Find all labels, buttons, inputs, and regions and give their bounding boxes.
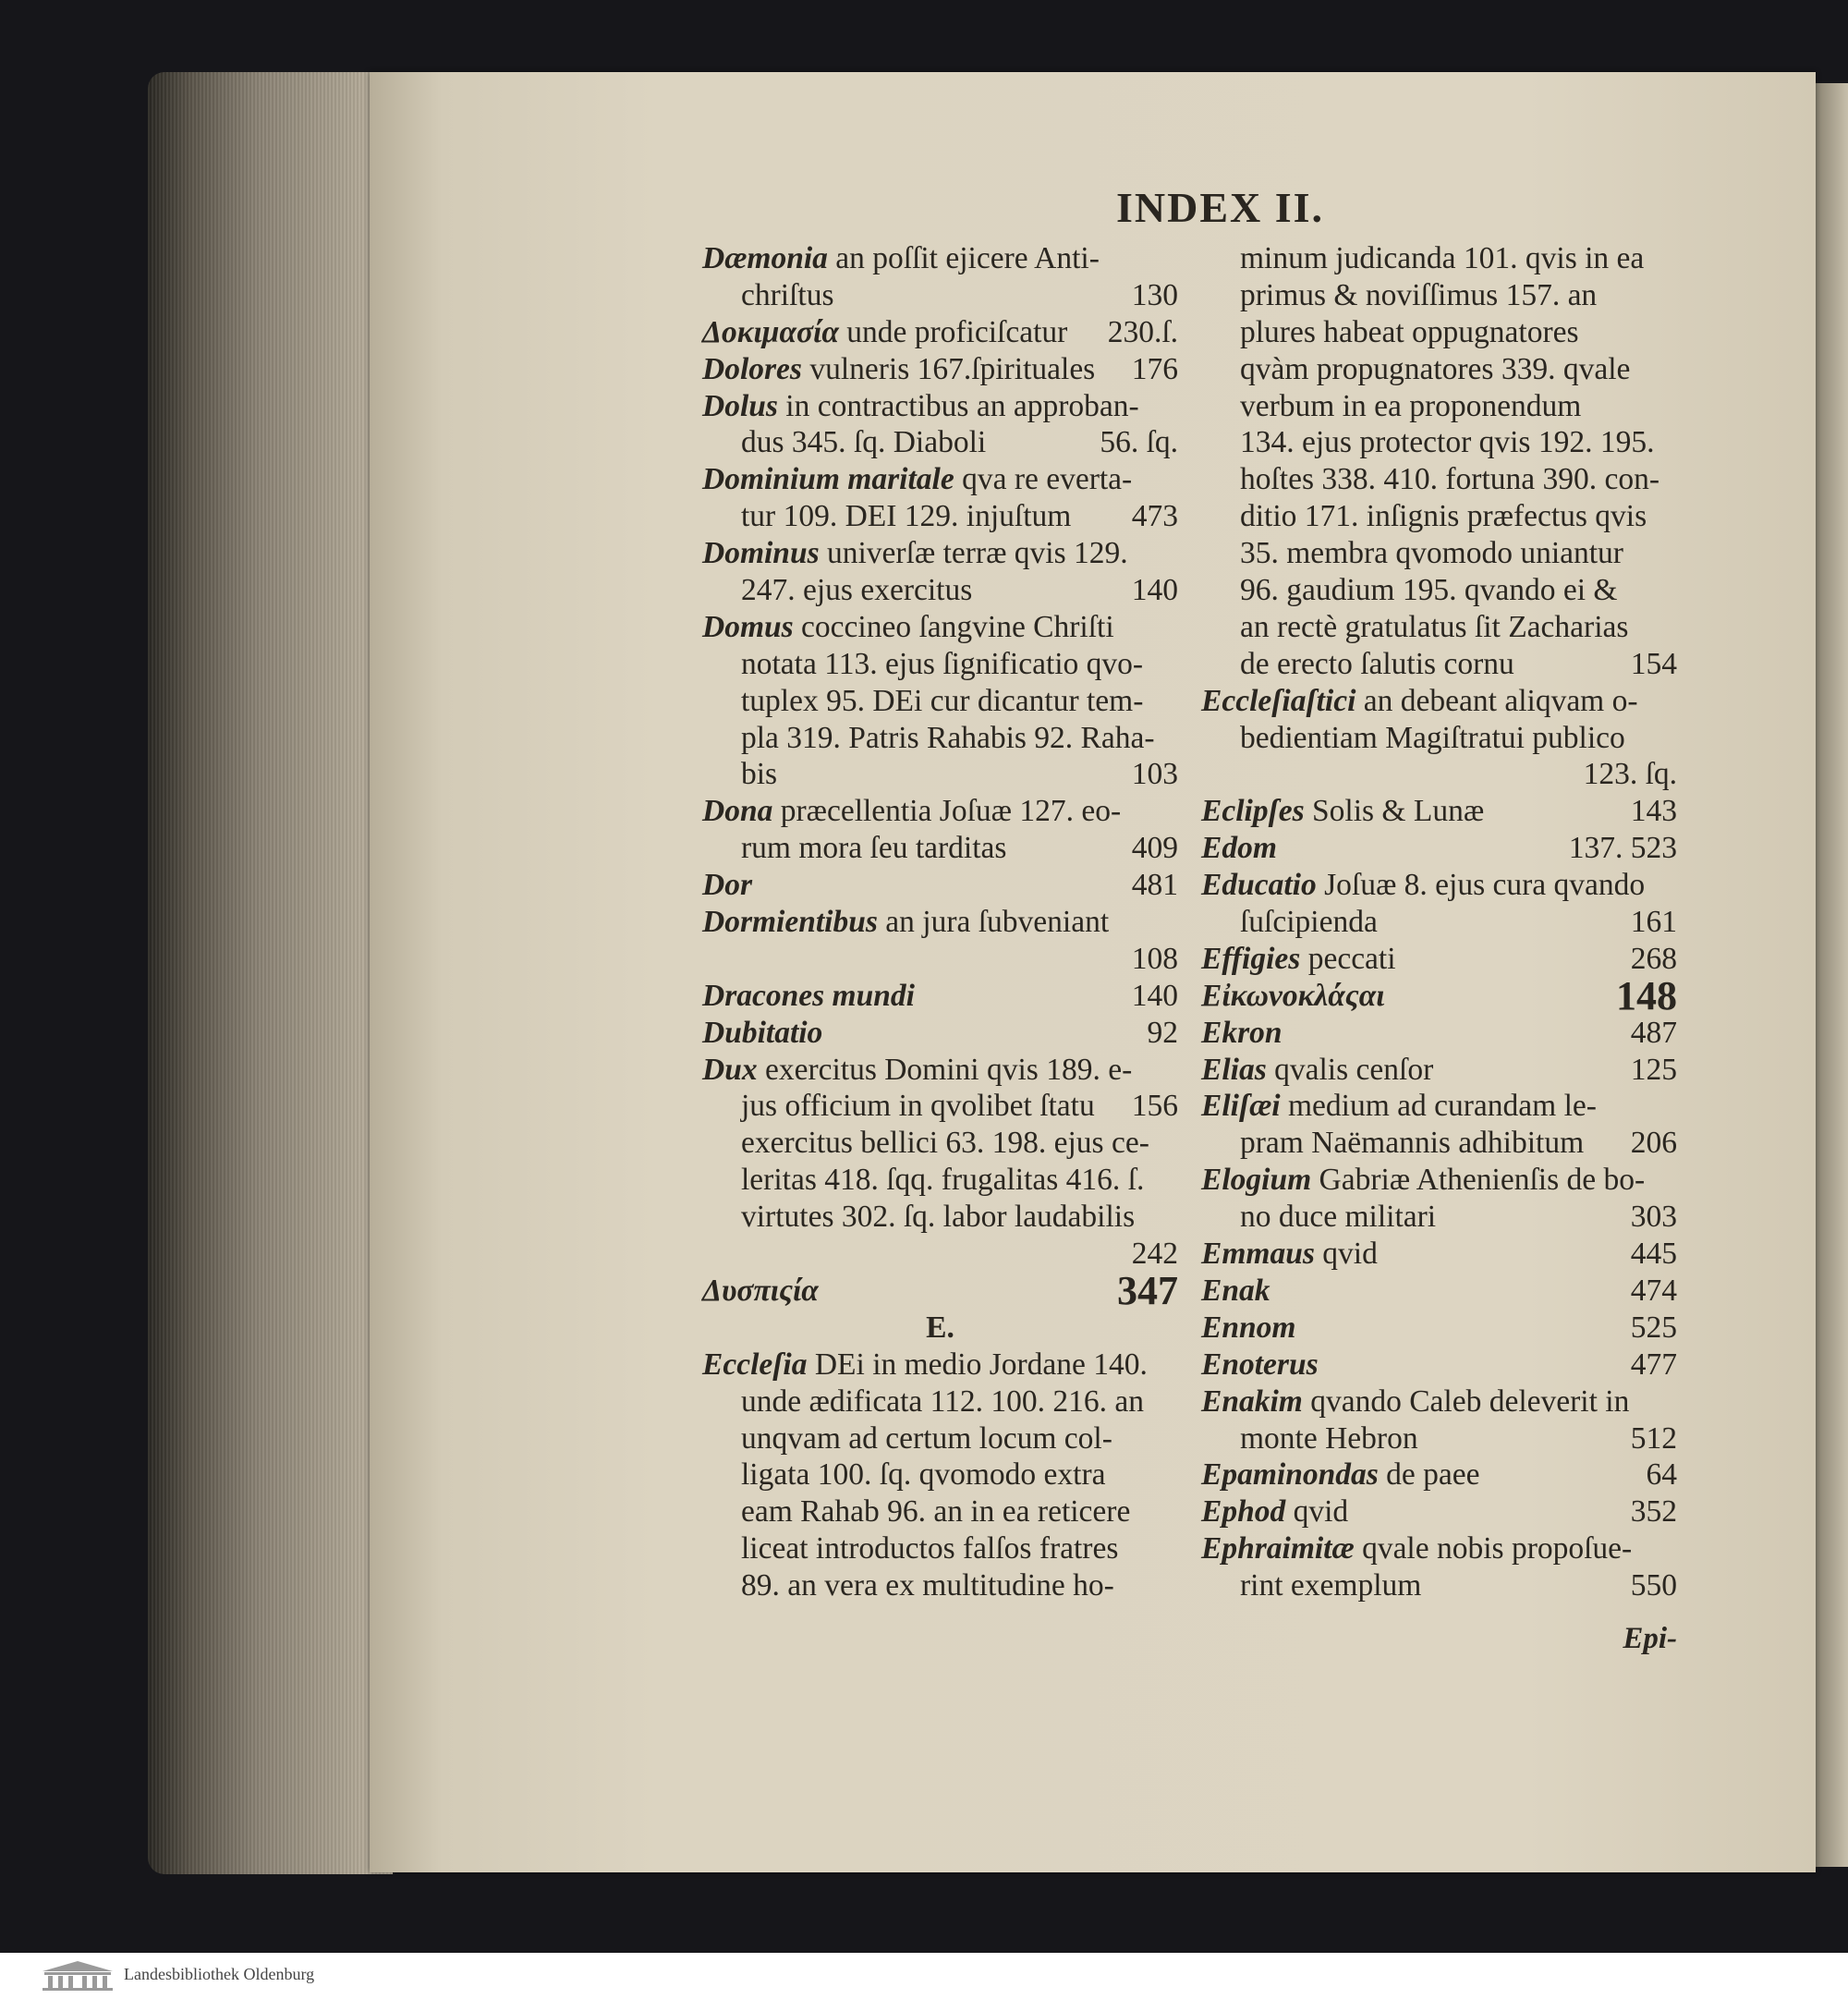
index-entry bbox=[702, 1383, 1178, 1420]
entry-headword: Εἰκωνοκλάςαι bbox=[1201, 978, 1385, 1013]
entry-headword: Ennom bbox=[1201, 1310, 1296, 1345]
entry-text bbox=[702, 793, 1121, 830]
page-reference: 140 bbox=[1131, 978, 1178, 1013]
index-entry bbox=[702, 424, 1178, 461]
index-entry bbox=[702, 867, 1178, 904]
entry-description: DEi in medio Jordane 140. bbox=[814, 1347, 1148, 1382]
index-entry bbox=[702, 240, 1178, 277]
entry-text bbox=[741, 830, 1006, 867]
entry-headword: Enak bbox=[1201, 1273, 1270, 1308]
entry-description: Gabriæ Athenienſis de bo- bbox=[1319, 1163, 1646, 1198]
page-reference: 137. 523 bbox=[1568, 831, 1677, 866]
entry-text bbox=[702, 1015, 822, 1052]
entry-description: Joſuæ 8. ejus cura qvando bbox=[1324, 868, 1646, 903]
index-entry bbox=[1201, 941, 1677, 978]
entry-headword: Dor bbox=[702, 868, 752, 903]
index-entry bbox=[1201, 646, 1677, 683]
entry-description: leritas 418. ſqq. frugalitas 416. ſ. bbox=[741, 1163, 1145, 1198]
page-reference: 64 bbox=[1646, 1457, 1677, 1493]
index-entry bbox=[1201, 793, 1677, 830]
entry-text bbox=[741, 1383, 1144, 1420]
index-entry bbox=[1201, 1383, 1677, 1420]
entry-description: univerſæ terræ qvis 129. bbox=[826, 536, 1128, 571]
index-entry bbox=[1201, 1162, 1677, 1199]
index-entry bbox=[702, 904, 1178, 941]
entry-headword: Dolores bbox=[702, 351, 802, 386]
section-letter bbox=[702, 1310, 1178, 1347]
page-reference: 512 bbox=[1630, 1420, 1677, 1456]
index-entry bbox=[1201, 1347, 1677, 1383]
book-page-edges bbox=[148, 72, 393, 1874]
entry-text bbox=[702, 351, 1095, 388]
entry-headword: Ephraimitæ bbox=[1201, 1531, 1355, 1566]
index-column-left bbox=[702, 240, 1178, 1604]
page-reference: 477 bbox=[1630, 1347, 1677, 1382]
page-reference: 161 bbox=[1630, 905, 1677, 940]
index-entry bbox=[702, 1162, 1178, 1199]
page-reference: 206 bbox=[1630, 1126, 1677, 1161]
entry-description: qvàm propugnatores 339. qvale bbox=[1240, 351, 1631, 386]
entry-text bbox=[1240, 1199, 1436, 1236]
entry-text bbox=[1240, 904, 1378, 941]
entry-text bbox=[741, 1088, 1095, 1125]
entry-text bbox=[1201, 1383, 1629, 1420]
entry-description: liceat introductos falſos fratres bbox=[741, 1531, 1119, 1566]
entry-description: primus & noviſſimus 157. an bbox=[1240, 277, 1598, 312]
entry-description: plures habeat oppugnatores bbox=[1240, 314, 1579, 349]
page-reference: 352 bbox=[1630, 1494, 1677, 1530]
entry-text bbox=[1240, 314, 1579, 351]
entry-description: tur 109. DEI 129. injuſtum bbox=[741, 499, 1072, 534]
index-entry bbox=[702, 756, 1178, 793]
entry-description: chriſtus bbox=[741, 277, 834, 312]
entry-text bbox=[741, 720, 1155, 757]
entry-text bbox=[741, 1125, 1149, 1162]
index-entry bbox=[702, 1267, 1178, 1313]
entry-headword: Δυσπιςία bbox=[702, 1273, 819, 1308]
entry-headword: Eccleſiaſtici bbox=[1201, 683, 1356, 718]
entry-description: pla 319. Patris Rahabis 92. Raha- bbox=[741, 720, 1155, 755]
entry-text bbox=[702, 461, 1132, 498]
index-entry bbox=[702, 535, 1178, 572]
entry-headword: Edom bbox=[1201, 831, 1277, 866]
page-reference: 347 bbox=[1117, 1267, 1178, 1313]
entry-text bbox=[1240, 277, 1597, 314]
entry-text bbox=[741, 1420, 1112, 1457]
entry-headword: Dona bbox=[702, 794, 773, 829]
index-entry bbox=[1201, 972, 1677, 1018]
entry-text bbox=[1201, 867, 1645, 904]
entry-description: tuplex 95. DEi cur dicantur tem- bbox=[741, 683, 1144, 718]
index-entry bbox=[702, 1420, 1178, 1457]
index-entry bbox=[1201, 1125, 1677, 1162]
index-entry bbox=[702, 1199, 1178, 1236]
entry-text bbox=[1201, 1347, 1319, 1383]
index-entry bbox=[702, 498, 1178, 535]
index-entry bbox=[702, 978, 1178, 1015]
index-entry bbox=[702, 830, 1178, 867]
index-entry bbox=[1201, 351, 1677, 388]
index-entry bbox=[702, 1052, 1178, 1089]
entry-text bbox=[702, 1347, 1148, 1383]
entry-text bbox=[1240, 351, 1630, 388]
entry-description: bedientiam Magiſtratui publico bbox=[1240, 720, 1625, 755]
entry-text bbox=[1201, 1310, 1295, 1347]
entry-text bbox=[1240, 1125, 1584, 1162]
entry-text bbox=[1240, 424, 1654, 461]
entry-text bbox=[741, 1199, 1135, 1236]
entry-headword: Dubitatio bbox=[702, 1015, 823, 1050]
index-entry bbox=[702, 461, 1178, 498]
entry-text bbox=[741, 498, 1071, 535]
page-reference: 56. ſq. bbox=[1100, 425, 1178, 460]
facing-page-edge bbox=[1816, 83, 1848, 1867]
entry-description: qvid bbox=[1322, 1237, 1378, 1272]
entry-description: 247. ejus exercitus bbox=[741, 573, 973, 608]
entry-text bbox=[741, 1493, 1130, 1530]
entry-description: qva re everta- bbox=[962, 462, 1133, 497]
index-entry bbox=[702, 572, 1178, 609]
entry-description: de paee bbox=[1386, 1457, 1480, 1493]
footer-bar bbox=[0, 1953, 1848, 1999]
page-reference: 268 bbox=[1630, 941, 1677, 976]
entry-headword: Dominium maritale bbox=[702, 462, 954, 497]
page-reference: 474 bbox=[1630, 1273, 1677, 1308]
index-entry bbox=[702, 646, 1178, 683]
running-head: INDEX II. bbox=[1116, 184, 1325, 231]
index-entry bbox=[1201, 683, 1677, 720]
page-reference: 148 bbox=[1616, 972, 1677, 1018]
index-entry bbox=[1201, 1457, 1677, 1493]
entry-headword: Elias bbox=[1201, 1052, 1267, 1087]
entry-headword: Eccleſia bbox=[702, 1347, 808, 1382]
entry-text bbox=[702, 314, 1067, 351]
entry-description: an poſſit ejicere Anti- bbox=[835, 241, 1100, 275]
entry-description: præcellentia Joſuæ 127. eo- bbox=[780, 794, 1122, 829]
page-reference: 242 bbox=[1131, 1237, 1178, 1272]
entry-text bbox=[702, 867, 752, 904]
page-reference: 123. ſq. bbox=[1583, 757, 1677, 792]
entry-text bbox=[1201, 1236, 1378, 1273]
entry-headword: Effigies bbox=[1201, 941, 1301, 976]
index-entry bbox=[702, 277, 1178, 314]
entry-description: ditio 171. inſignis præfectus qvis bbox=[1240, 499, 1647, 534]
entry-headword: Dracones mundi bbox=[702, 978, 915, 1013]
entry-text bbox=[1201, 1457, 1480, 1493]
index-entry bbox=[702, 720, 1178, 757]
entry-description: 134. ejus protector qvis 192. 195. bbox=[1240, 425, 1655, 460]
entry-text bbox=[1240, 646, 1514, 683]
entry-headword: Dominus bbox=[702, 536, 820, 571]
entry-description: an jura ſubveniant bbox=[885, 905, 1110, 940]
entry-description: exercitus bellici 63. 198. ejus ce- bbox=[741, 1126, 1149, 1161]
entry-description: no duce militari bbox=[1240, 1200, 1437, 1235]
entry-headword: Dormientibus bbox=[702, 905, 878, 940]
index-entry bbox=[702, 941, 1178, 978]
entry-text bbox=[702, 609, 1114, 646]
entry-description: qvale nobis propoſue- bbox=[1362, 1531, 1633, 1566]
entry-description: an rectè gratulatus ſit Zacharias bbox=[1240, 609, 1629, 644]
page-reference: 108 bbox=[1131, 941, 1178, 976]
entry-text bbox=[741, 1530, 1118, 1567]
library-building-logo-icon bbox=[41, 1960, 115, 1992]
entry-description: dus 345. ſq. Diaboli bbox=[741, 425, 987, 460]
index-entry bbox=[1201, 1530, 1677, 1567]
index-entry bbox=[1201, 535, 1677, 572]
entry-description: virtutes 302. ſq. labor laudabilis bbox=[741, 1200, 1136, 1235]
page-reference: 154 bbox=[1630, 646, 1677, 681]
entry-description: 96. gaudium 195. qvando ei & bbox=[1240, 573, 1618, 608]
entry-text bbox=[1240, 1420, 1418, 1457]
entry-text bbox=[741, 1457, 1105, 1493]
index-entry bbox=[702, 683, 1178, 720]
index-entry bbox=[1201, 756, 1677, 793]
entry-description: bis bbox=[741, 757, 778, 792]
entry-description: E. bbox=[926, 1310, 954, 1345]
page-reference: 230.ſ. bbox=[1107, 314, 1178, 349]
page-reference: 143 bbox=[1630, 794, 1677, 829]
index-entry bbox=[1201, 277, 1677, 314]
page-reference: 103 bbox=[1131, 757, 1178, 792]
entry-description: ſuſcipienda bbox=[1240, 905, 1378, 940]
index-entry bbox=[1201, 830, 1677, 867]
entry-description: an debeant aliqvam o- bbox=[1363, 683, 1638, 718]
catchword: Epi- bbox=[1623, 1622, 1677, 1655]
index-entry bbox=[1201, 609, 1677, 646]
index-entry bbox=[1201, 461, 1677, 498]
index-entry bbox=[1201, 1567, 1677, 1604]
page-reference: 409 bbox=[1131, 831, 1178, 866]
page-reference: 125 bbox=[1630, 1052, 1677, 1087]
entry-text bbox=[741, 756, 777, 793]
entry-description: qvalis cenſor bbox=[1274, 1052, 1434, 1087]
entry-text bbox=[702, 1273, 819, 1310]
entry-text bbox=[1240, 498, 1647, 535]
entry-headword: Enakim bbox=[1201, 1383, 1303, 1419]
index-entry bbox=[702, 1493, 1178, 1530]
entry-text bbox=[1201, 830, 1277, 867]
entry-description: peccati bbox=[1307, 941, 1396, 976]
entry-text bbox=[1201, 941, 1396, 978]
entry-headword: Dolus bbox=[702, 388, 778, 423]
page-reference: 481 bbox=[1131, 868, 1178, 903]
page-reference: 130 bbox=[1131, 277, 1178, 312]
index-entry bbox=[702, 793, 1178, 830]
page-reference: 156 bbox=[1131, 1089, 1178, 1124]
entry-description: hoſtes 338. 410. fortuna 390. con- bbox=[1240, 462, 1660, 497]
page-reference: 473 bbox=[1131, 499, 1178, 534]
entry-text bbox=[1240, 609, 1628, 646]
entry-text bbox=[741, 1162, 1144, 1199]
entry-description: pram Naëmannis adhibitum bbox=[1240, 1126, 1585, 1161]
entry-text bbox=[1201, 1088, 1597, 1125]
entry-text bbox=[1240, 461, 1660, 498]
entry-description: 89. an vera ex multitudine ho- bbox=[741, 1568, 1114, 1603]
entry-headword: Domus bbox=[702, 609, 794, 644]
index-entry bbox=[702, 388, 1178, 425]
entry-text bbox=[741, 646, 1143, 683]
page-reference: 140 bbox=[1131, 573, 1178, 608]
entry-headword: Dux bbox=[702, 1052, 758, 1087]
index-entry bbox=[1201, 314, 1677, 351]
entry-description: unqvam ad certum locum col- bbox=[741, 1420, 1112, 1456]
index-entry bbox=[702, 1530, 1178, 1567]
entry-description: exercitus Domini qvis 189. e- bbox=[764, 1052, 1133, 1087]
entry-text bbox=[1240, 535, 1623, 572]
page-reference: 303 bbox=[1630, 1200, 1677, 1235]
entry-text bbox=[1240, 572, 1617, 609]
entry-text bbox=[1201, 1530, 1632, 1567]
entry-description: eam Rahab 96. an in ea reticere bbox=[741, 1494, 1131, 1530]
index-entry bbox=[1201, 240, 1677, 277]
entry-description: Solis & Lunæ bbox=[1312, 794, 1485, 829]
entry-headword: Enoterus bbox=[1201, 1347, 1319, 1382]
entry-headword: Elogium bbox=[1201, 1163, 1312, 1198]
entry-headword: Epaminondas bbox=[1201, 1457, 1379, 1493]
index-entry bbox=[1201, 1052, 1677, 1089]
entry-description: medium ad curandam le- bbox=[1288, 1089, 1597, 1124]
index-entry bbox=[1201, 1088, 1677, 1125]
entry-text bbox=[1240, 388, 1581, 425]
entry-description: qvando Caleb deleverit in bbox=[1310, 1383, 1630, 1419]
entry-text bbox=[1201, 1493, 1348, 1530]
index-entry bbox=[1201, 1273, 1677, 1310]
entry-text bbox=[702, 388, 1139, 425]
entry-description: vulneris 167.ſpirituales bbox=[809, 351, 1096, 386]
index-entry bbox=[702, 1567, 1178, 1604]
index-entry bbox=[1201, 1493, 1677, 1530]
entry-headword: Δοκιμασία bbox=[702, 314, 839, 349]
entry-description: jus officium in qvolibet ſtatu bbox=[741, 1089, 1095, 1124]
footer-library-name: Landesbibliothek Oldenburg bbox=[124, 1965, 315, 1983]
index-entry bbox=[1201, 498, 1677, 535]
index-entry bbox=[1201, 1310, 1677, 1347]
index-entry bbox=[702, 1236, 1178, 1273]
entry-text bbox=[926, 1310, 954, 1347]
page-reference: 445 bbox=[1630, 1237, 1677, 1272]
entry-text bbox=[1201, 1162, 1645, 1199]
entry-headword: Eliſæi bbox=[1201, 1089, 1281, 1124]
entry-text bbox=[702, 904, 1109, 941]
entry-text bbox=[1201, 978, 1385, 1015]
entry-headword: Emmaus bbox=[1201, 1237, 1315, 1272]
index-entry bbox=[1201, 1420, 1677, 1457]
entry-description: in contractibus an approban- bbox=[785, 388, 1139, 423]
entry-headword: Eclipſes bbox=[1201, 794, 1305, 829]
entry-text bbox=[702, 978, 915, 1015]
entry-description: unde ædificata 112. 100. 216. an bbox=[741, 1383, 1145, 1419]
entry-description: qvid bbox=[1293, 1494, 1349, 1530]
entry-text bbox=[741, 424, 986, 461]
page-reference: 550 bbox=[1630, 1568, 1677, 1603]
entry-description: verbum in ea proponendum bbox=[1240, 388, 1582, 423]
page-reference: 487 bbox=[1630, 1015, 1677, 1050]
entry-description: ligata 100. ſq. qvomodo extra bbox=[741, 1457, 1106, 1493]
entry-headword: Educatio bbox=[1201, 868, 1317, 903]
index-entry bbox=[1201, 1015, 1677, 1052]
index-entry bbox=[702, 351, 1178, 388]
index-entry bbox=[702, 1088, 1178, 1125]
entry-text bbox=[1201, 1052, 1433, 1089]
index-entry bbox=[702, 1125, 1178, 1162]
entry-text bbox=[702, 535, 1128, 572]
entry-headword: Ekron bbox=[1201, 1015, 1283, 1050]
page-reference: 92 bbox=[1147, 1015, 1178, 1050]
entry-headword: Dæmonia bbox=[702, 241, 828, 275]
entry-description: unde proficiſcatur bbox=[846, 314, 1068, 349]
entry-description: 35. membra qvomodo uniantur bbox=[1240, 536, 1623, 571]
index-column-right bbox=[1201, 240, 1677, 1604]
entry-text bbox=[1240, 240, 1644, 277]
index-entry bbox=[702, 314, 1178, 351]
entry-text bbox=[741, 683, 1143, 720]
entry-headword: Ephod bbox=[1201, 1494, 1286, 1530]
index-entry bbox=[1201, 904, 1677, 941]
entry-text bbox=[1201, 793, 1484, 830]
index-entry bbox=[1201, 867, 1677, 904]
entry-text bbox=[1240, 720, 1625, 757]
index-entry bbox=[702, 1457, 1178, 1493]
index-entry bbox=[1201, 388, 1677, 425]
entry-text bbox=[741, 572, 972, 609]
entry-text bbox=[702, 1052, 1132, 1089]
entry-description: monte Hebron bbox=[1240, 1420, 1418, 1456]
entry-description: rum mora ſeu tarditas bbox=[741, 831, 1007, 866]
index-entry bbox=[1201, 720, 1677, 757]
entry-description: minum judicanda 101. qvis in ea bbox=[1240, 241, 1645, 275]
entry-description: de erecto ſalutis cornu bbox=[1240, 646, 1514, 681]
index-entry bbox=[1201, 1199, 1677, 1236]
entry-text bbox=[1201, 1015, 1283, 1052]
index-entry bbox=[1201, 424, 1677, 461]
entry-text bbox=[741, 277, 833, 314]
entry-description: notata 113. ejus ſignificatio qvo- bbox=[741, 646, 1144, 681]
index-entry bbox=[1201, 572, 1677, 609]
entry-description: rint exemplum bbox=[1240, 1568, 1422, 1603]
index-entry bbox=[702, 1015, 1178, 1052]
entry-text bbox=[1201, 1273, 1270, 1310]
page-reference: 525 bbox=[1630, 1310, 1677, 1345]
index-entry bbox=[702, 1347, 1178, 1383]
entry-text bbox=[1201, 683, 1638, 720]
index-entry bbox=[702, 609, 1178, 646]
entry-text bbox=[1240, 1567, 1421, 1604]
index-entry bbox=[1201, 1236, 1677, 1273]
entry-text bbox=[741, 1567, 1114, 1604]
entry-text bbox=[702, 240, 1100, 277]
entry-description: coccineo ſangvine Chriſti bbox=[801, 609, 1114, 644]
page-reference: 176 bbox=[1131, 351, 1178, 386]
